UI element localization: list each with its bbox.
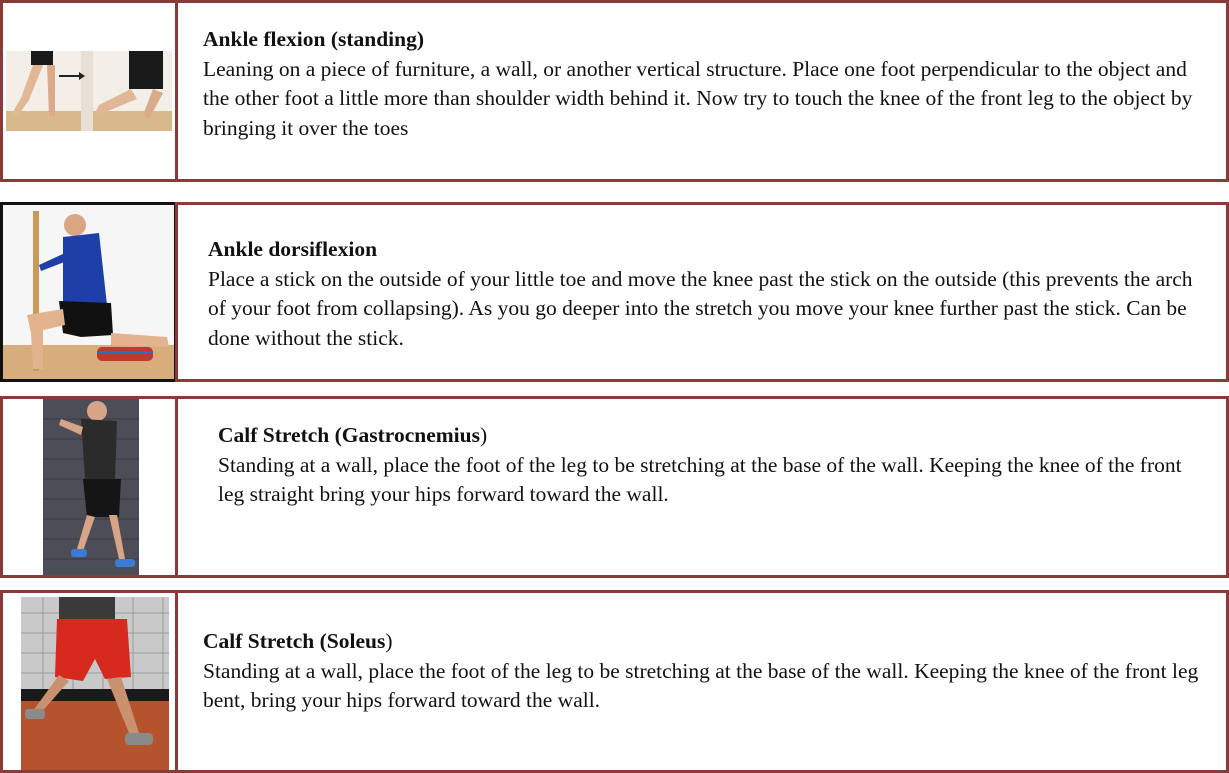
calf-stretch-soleus-photo	[3, 593, 175, 770]
calf-stretch-gastrocnemius-photo	[3, 399, 175, 575]
exercise-image-frame	[0, 202, 177, 382]
exercise-title-suffix: )	[479, 423, 488, 447]
exercise-row	[0, 590, 1229, 773]
exercise-description: Standing at a wall, place the foot of the leg to be stretching at the base of the wall. Keeping the knee of the front leg straight bring your hips forward toward the wall.	[218, 452, 1182, 506]
exercise-image-frame	[0, 0, 178, 182]
exercise-description: Leaning on a piece of furniture, a wall, or another vertical structure. Place one foot perpendicular to the object and the other foot a little more than shoulder width behind it. Now try to touch the knee of the front leg to the object by bringing it over the toes	[203, 56, 1193, 140]
exercise-text-box	[175, 590, 1229, 773]
exercise-image-frame	[0, 590, 178, 773]
exercise-text-box	[175, 396, 1229, 578]
exercise-row	[0, 202, 1229, 382]
ankle-dorsiflexion-photo	[3, 205, 174, 379]
exercise-title: Calf Stretch (Gastrocnemius	[218, 423, 480, 447]
exercise-image-frame	[0, 396, 178, 578]
exercise-title: Calf Stretch (Soleus	[203, 629, 386, 653]
exercise-text-box	[175, 0, 1229, 182]
exercise-description: Place a stick on the outside of your little toe and move the knee past the stick on the outside (this prevents the arch of your foot from collapsing). As you go deeper into the stretch you move your knee further past the stick. Can be done without the stick.	[208, 266, 1193, 350]
ankle-flexion-standing-photo	[3, 3, 175, 179]
exercise-text-box	[175, 202, 1229, 382]
exercise-title-suffix: )	[385, 629, 393, 653]
exercise-title: Ankle dorsiflexion	[208, 237, 378, 261]
exercise-row	[0, 396, 1229, 578]
exercise-description: Standing at a wall, place the foot of the leg to be stretching at the base of the wall. Keeping the knee of the front leg bent, bring your hips forward toward the wall.	[203, 658, 1199, 712]
exercise-title: Ankle flexion (standing)	[203, 27, 425, 51]
exercise-row	[0, 0, 1229, 182]
